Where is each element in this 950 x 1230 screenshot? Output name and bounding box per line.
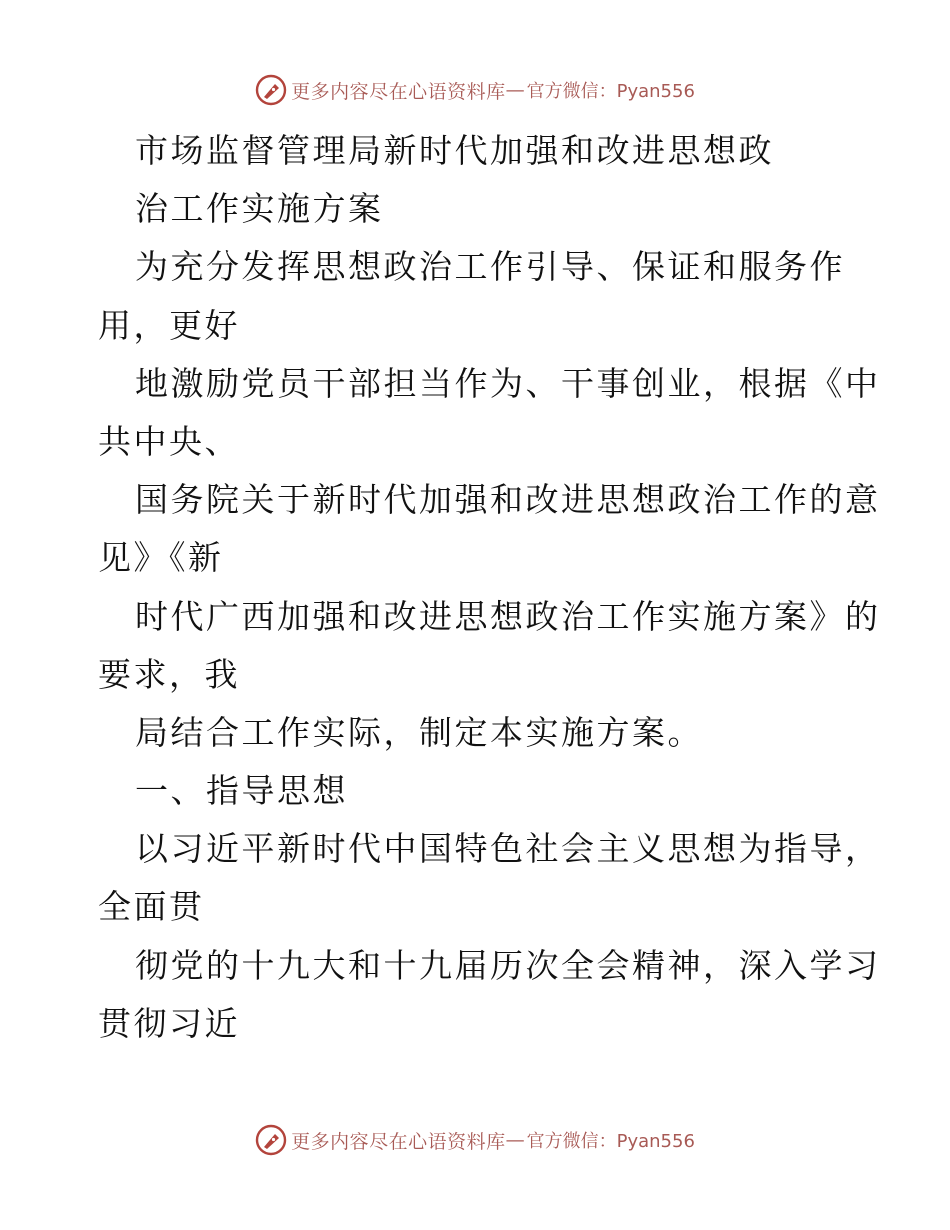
doc-paragraph-line: 时代广西加强和改进思想政治工作实施方案》的 [135,596,881,636]
doc-paragraph-line: 地激励党员干部担当作为、干事创业，根据《中 [135,363,881,403]
doc-paragraph-line: 共中央、 [98,421,240,461]
doc-paragraph-line: 贯彻习近 [98,1003,240,1043]
doc-paragraph-line: 局结合工作实际，制定本实施方案。 [135,712,703,752]
banner-wechat-text: 官方微信：Pyan556 [526,1131,695,1152]
doc-paragraph-line: 用，更好 [98,305,240,345]
banner-brand-text: 更多内容尽在心语资料库 [291,80,506,103]
doc-paragraph-line: 见》《新 [98,538,224,578]
banner-wechat-text: 官方微信：Pyan556 [526,81,695,102]
section-heading: 一、指导思想 [135,771,348,811]
doc-title-line-1: 市场监督管理局新时代加强和改进思想政 [135,131,774,170]
doc-title-line-2: 治工作实施方案 [135,189,384,229]
doc-paragraph-line: 彻党的十九大和十九届历次全会精神，深入学习 [135,945,881,985]
footer-banner [0,1120,950,1160]
doc-paragraph-line: 要求，我 [98,654,240,694]
doc-paragraph-line: 国务院关于新时代加强和改进思想政治工作的意 [135,480,881,520]
banner-dash: — [505,1129,525,1151]
doc-paragraph-line: 全面贯 [98,887,205,927]
pen-nib-logo-icon [255,1124,287,1156]
banner-brand-text: 更多内容尽在心语资料库 [291,1130,506,1153]
doc-paragraph-line: 为充分发挥思想政治工作引导、保证和服务作 [135,247,845,287]
document-body [98,122,881,1053]
pen-nib-logo-icon [255,74,287,106]
header-banner [0,70,950,110]
banner-dash: — [505,79,525,101]
doc-paragraph-line: 以习近平新时代中国特色社会主义思想为指导， [135,829,881,869]
